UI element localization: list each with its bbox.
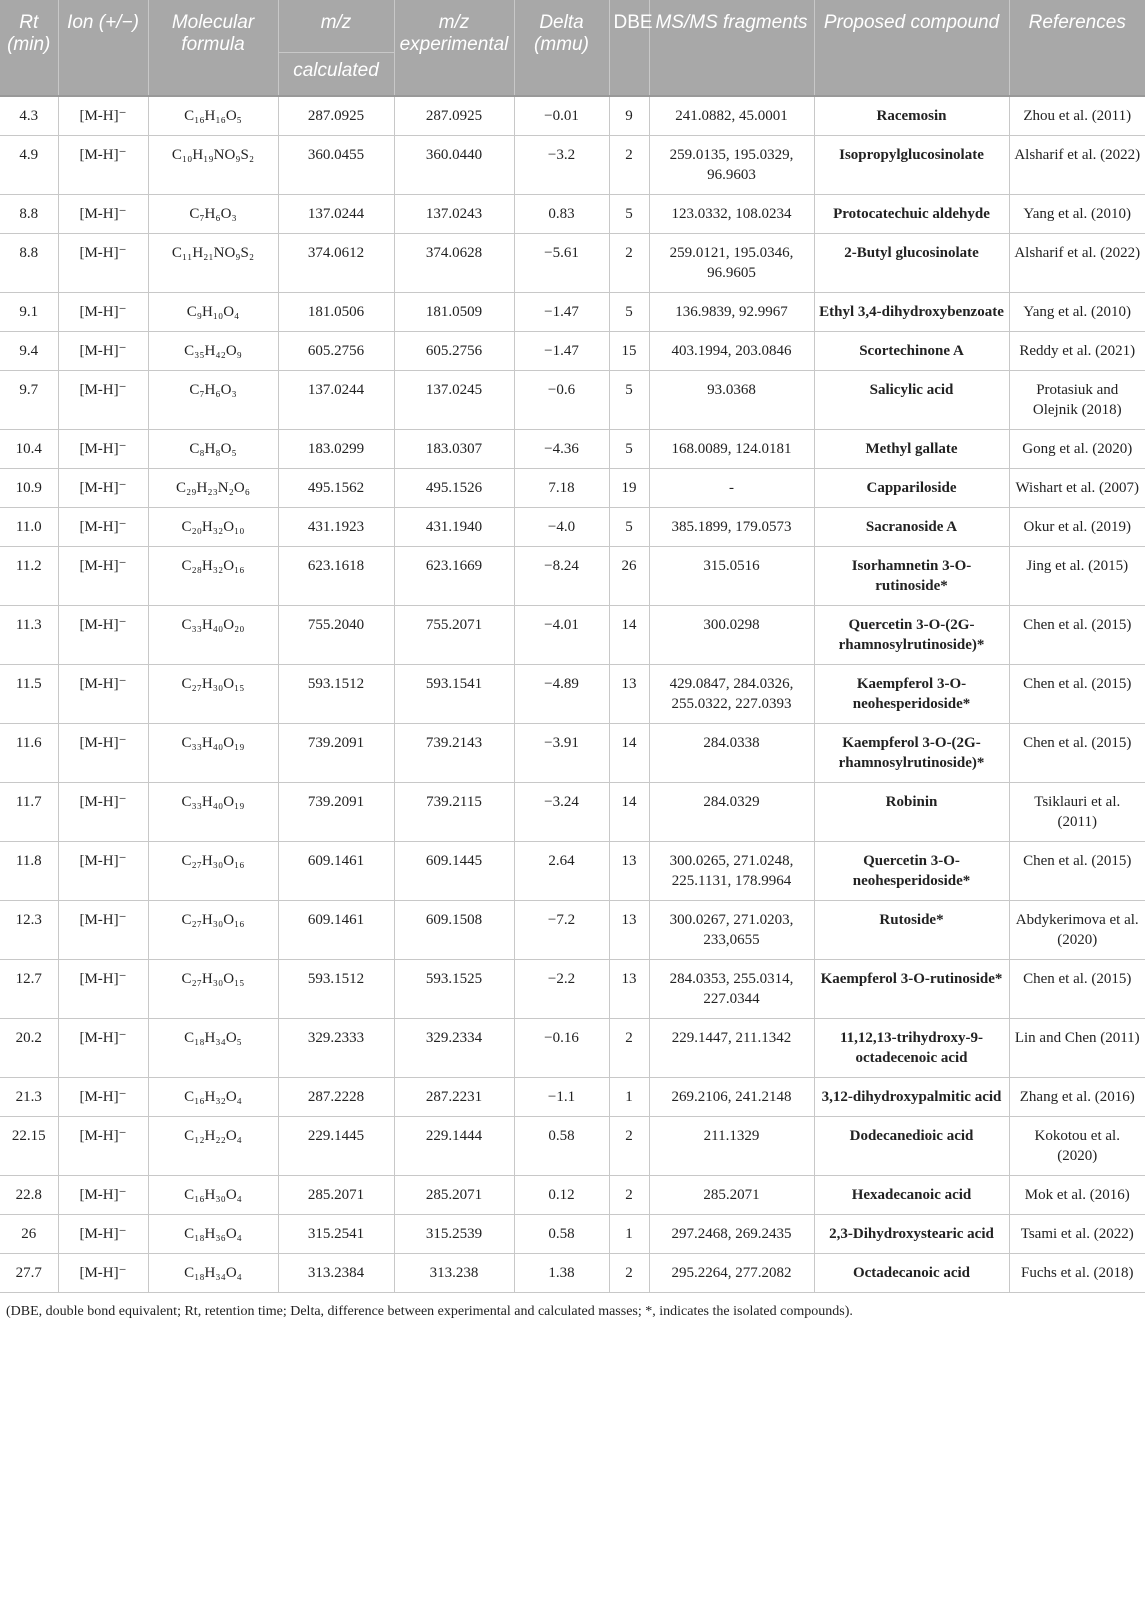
cell-mz-calculated: 739.2091 (278, 724, 394, 783)
cell-delta: −4.89 (514, 665, 609, 724)
table-row (0, 724, 1145, 783)
cell-formula: C₂₉H₂₃N₂O₆ (148, 469, 278, 508)
cell-proposed-compound: Kaempferol 3-O-neohesperidoside* (814, 665, 1009, 724)
cell-msms-fragments: 429.0847, 284.0326, 255.0322, 227.0393 (649, 665, 814, 724)
cell-formula: C₁₈H₃₄O₅ (148, 1019, 278, 1078)
cell-mz-calculated: 739.2091 (278, 783, 394, 842)
table-row (0, 508, 1145, 547)
cell-delta: −3.2 (514, 136, 609, 195)
cell-msms-fragments: 295.2264, 277.2082 (649, 1254, 814, 1293)
cell-proposed-compound: Cappariloside (814, 469, 1009, 508)
cell-ion: [M-H]⁻ (58, 1215, 148, 1254)
cell-ion: [M-H]⁻ (58, 1019, 148, 1078)
header-mz: m/z (278, 0, 394, 53)
cell-rt: 20.2 (0, 1019, 58, 1078)
cell-rt: 9.4 (0, 332, 58, 371)
header-mz-calculated: calculated (278, 53, 394, 97)
cell-formula: C₁₈H₃₄O₄ (148, 1254, 278, 1293)
table-row (0, 783, 1145, 842)
cell-delta: −1.47 (514, 332, 609, 371)
cell-delta: 0.58 (514, 1215, 609, 1254)
cell-rt: 26 (0, 1215, 58, 1254)
table-row (0, 371, 1145, 430)
cell-dbe: 13 (609, 842, 649, 901)
cell-mz-experimental: 285.2071 (394, 1176, 514, 1215)
cell-dbe: 5 (609, 195, 649, 234)
header-delta: Delta (mmu) (514, 0, 609, 96)
cell-formula: C₂₇H₃₀O₁₅ (148, 960, 278, 1019)
cell-msms-fragments: 259.0121, 195.0346, 96.9605 (649, 234, 814, 293)
cell-ion: [M-H]⁻ (58, 842, 148, 901)
cell-proposed-compound: Isorhamnetin 3-O-rutinoside* (814, 547, 1009, 606)
cell-dbe: 2 (609, 1254, 649, 1293)
cell-reference: Abdykerimova et al. (2020) (1009, 901, 1145, 960)
cell-reference: Zhang et al. (2016) (1009, 1078, 1145, 1117)
cell-dbe: 1 (609, 1215, 649, 1254)
cell-reference: Yang et al. (2010) (1009, 195, 1145, 234)
cell-delta: −8.24 (514, 547, 609, 606)
cell-dbe: 1 (609, 1078, 649, 1117)
cell-dbe: 14 (609, 783, 649, 842)
cell-formula: C₁₆H₃₂O₄ (148, 1078, 278, 1117)
table-row (0, 901, 1145, 960)
cell-ion: [M-H]⁻ (58, 430, 148, 469)
cell-delta: −3.24 (514, 783, 609, 842)
cell-rt: 10.4 (0, 430, 58, 469)
cell-formula: C₁₆H₃₀O₄ (148, 1176, 278, 1215)
header-formula: Molecular formula (148, 0, 278, 96)
table-row (0, 842, 1145, 901)
cell-rt: 9.7 (0, 371, 58, 430)
cell-reference: Fuchs et al. (2018) (1009, 1254, 1145, 1293)
table-row (0, 195, 1145, 234)
cell-mz-experimental: 287.0925 (394, 96, 514, 136)
cell-rt: 27.7 (0, 1254, 58, 1293)
cell-formula: C₂₀H₃₂O₁₀ (148, 508, 278, 547)
cell-mz-experimental: 183.0307 (394, 430, 514, 469)
cell-proposed-compound: Protocatechuic aldehyde (814, 195, 1009, 234)
cell-ion: [M-H]⁻ (58, 234, 148, 293)
cell-dbe: 5 (609, 508, 649, 547)
cell-formula: C₁₀H₁₉NO₉S₂ (148, 136, 278, 195)
cell-proposed-compound: Robinin (814, 783, 1009, 842)
cell-mz-calculated: 374.0612 (278, 234, 394, 293)
cell-delta: −4.0 (514, 508, 609, 547)
cell-rt: 11.8 (0, 842, 58, 901)
cell-proposed-compound: Racemosin (814, 96, 1009, 136)
cell-reference: Tsami et al. (2022) (1009, 1215, 1145, 1254)
cell-formula: C₃₃H₄₀O₁₉ (148, 724, 278, 783)
cell-formula: C₉H₁₀O₄ (148, 293, 278, 332)
cell-dbe: 14 (609, 724, 649, 783)
table-row (0, 96, 1145, 136)
table-row (0, 1254, 1145, 1293)
header-ion: Ion (+/−) (58, 0, 148, 96)
cell-ion: [M-H]⁻ (58, 547, 148, 606)
cell-dbe: 2 (609, 1117, 649, 1176)
cell-ion: [M-H]⁻ (58, 960, 148, 1019)
cell-delta: 0.58 (514, 1117, 609, 1176)
cell-mz-calculated: 181.0506 (278, 293, 394, 332)
cell-proposed-compound: 3,12-dihydroxypalmitic acid (814, 1078, 1009, 1117)
cell-dbe: 9 (609, 96, 649, 136)
cell-dbe: 5 (609, 430, 649, 469)
cell-mz-calculated: 593.1512 (278, 960, 394, 1019)
cell-mz-experimental: 431.1940 (394, 508, 514, 547)
cell-msms-fragments: 241.0882, 45.0001 (649, 96, 814, 136)
cell-mz-calculated: 431.1923 (278, 508, 394, 547)
cell-msms-fragments: 269.2106, 241.2148 (649, 1078, 814, 1117)
cell-ion: [M-H]⁻ (58, 371, 148, 430)
cell-msms-fragments: 285.2071 (649, 1176, 814, 1215)
table-row (0, 606, 1145, 665)
cell-ion: [M-H]⁻ (58, 606, 148, 665)
cell-msms-fragments: 284.0338 (649, 724, 814, 783)
cell-formula: C₁₂H₂₂O₄ (148, 1117, 278, 1176)
cell-delta: −5.61 (514, 234, 609, 293)
table-row (0, 136, 1145, 195)
cell-mz-experimental: 374.0628 (394, 234, 514, 293)
cell-delta: 0.12 (514, 1176, 609, 1215)
cell-proposed-compound: 11,12,13-trihydroxy-9-octadecenoic acid (814, 1019, 1009, 1078)
table-row (0, 960, 1145, 1019)
table-header (0, 0, 1145, 96)
cell-formula: C₂₇H₃₀O₁₆ (148, 842, 278, 901)
cell-mz-experimental: 181.0509 (394, 293, 514, 332)
cell-reference: Chen et al. (2015) (1009, 960, 1145, 1019)
cell-delta: −0.16 (514, 1019, 609, 1078)
cell-rt: 4.9 (0, 136, 58, 195)
cell-mz-calculated: 593.1512 (278, 665, 394, 724)
cell-msms-fragments: 297.2468, 269.2435 (649, 1215, 814, 1254)
cell-msms-fragments: 123.0332, 108.0234 (649, 195, 814, 234)
cell-proposed-compound: Isopropylglucosinolate (814, 136, 1009, 195)
cell-reference: Alsharif et al. (2022) (1009, 136, 1145, 195)
cell-delta: −0.6 (514, 371, 609, 430)
cell-proposed-compound: Hexadecanoic acid (814, 1176, 1009, 1215)
header-references: References (1009, 0, 1145, 96)
cell-reference: Chen et al. (2015) (1009, 724, 1145, 783)
cell-rt: 9.1 (0, 293, 58, 332)
header-dbe: DBE (609, 0, 649, 96)
cell-mz-experimental: 360.0440 (394, 136, 514, 195)
cell-mz-calculated: 495.1562 (278, 469, 394, 508)
cell-rt: 8.8 (0, 234, 58, 293)
cell-delta: −4.01 (514, 606, 609, 665)
cell-mz-calculated: 183.0299 (278, 430, 394, 469)
cell-rt: 4.3 (0, 96, 58, 136)
cell-msms-fragments: 300.0267, 271.0203, 233,0655 (649, 901, 814, 960)
cell-delta: −1.1 (514, 1078, 609, 1117)
cell-formula: C₃₃H₄₀O₁₉ (148, 783, 278, 842)
cell-mz-experimental: 739.2115 (394, 783, 514, 842)
cell-formula: C₇H₆O₃ (148, 371, 278, 430)
cell-mz-experimental: 609.1445 (394, 842, 514, 901)
cell-reference: Protasiuk and Olejnik (2018) (1009, 371, 1145, 430)
cell-formula: C₂₇H₃₀O₁₆ (148, 901, 278, 960)
cell-mz-calculated: 623.1618 (278, 547, 394, 606)
cell-formula: C₂₈H₃₂O₁₆ (148, 547, 278, 606)
cell-proposed-compound: Quercetin 3-O-neohesperidoside* (814, 842, 1009, 901)
cell-mz-experimental: 593.1541 (394, 665, 514, 724)
cell-mz-calculated: 609.1461 (278, 842, 394, 901)
cell-dbe: 26 (609, 547, 649, 606)
cell-formula: C₂₇H₃₀O₁₅ (148, 665, 278, 724)
cell-proposed-compound: 2-Butyl glucosinolate (814, 234, 1009, 293)
cell-proposed-compound: Methyl gallate (814, 430, 1009, 469)
header-rt: Rt (min) (0, 0, 58, 96)
cell-dbe: 2 (609, 1019, 649, 1078)
cell-ion: [M-H]⁻ (58, 293, 148, 332)
cell-delta: −0.01 (514, 96, 609, 136)
cell-dbe: 14 (609, 606, 649, 665)
cell-mz-experimental: 137.0243 (394, 195, 514, 234)
cell-reference: Yang et al. (2010) (1009, 293, 1145, 332)
cell-reference: Reddy et al. (2021) (1009, 332, 1145, 371)
cell-rt: 12.7 (0, 960, 58, 1019)
table-row (0, 1117, 1145, 1176)
header-mz-experimental: m/z experimental (394, 0, 514, 96)
cell-ion: [M-H]⁻ (58, 783, 148, 842)
cell-reference: Alsharif et al. (2022) (1009, 234, 1145, 293)
cell-rt: 11.5 (0, 665, 58, 724)
cell-rt: 10.9 (0, 469, 58, 508)
cell-dbe: 2 (609, 136, 649, 195)
cell-rt: 11.2 (0, 547, 58, 606)
cell-delta: −2.2 (514, 960, 609, 1019)
table-footnote: (DBE, double bond equivalent; Rt, retention time; Delta, difference between experimental and calculated masses; *, indicates the isolated compounds). (6, 1304, 853, 1319)
cell-mz-calculated: 137.0244 (278, 195, 394, 234)
table-row (0, 293, 1145, 332)
cell-delta: −7.2 (514, 901, 609, 960)
cell-mz-experimental: 229.1444 (394, 1117, 514, 1176)
cell-msms-fragments: 403.1994, 203.0846 (649, 332, 814, 371)
table-row (0, 1019, 1145, 1078)
cell-reference: Mok et al. (2016) (1009, 1176, 1145, 1215)
cell-mz-experimental: 739.2143 (394, 724, 514, 783)
cell-msms-fragments: 385.1899, 179.0573 (649, 508, 814, 547)
cell-reference: Zhou et al. (2011) (1009, 96, 1145, 136)
cell-ion: [M-H]⁻ (58, 508, 148, 547)
cell-ion: [M-H]⁻ (58, 1078, 148, 1117)
cell-ion: [M-H]⁻ (58, 1176, 148, 1215)
cell-rt: 22.15 (0, 1117, 58, 1176)
cell-mz-calculated: 287.2228 (278, 1078, 394, 1117)
cell-mz-calculated: 609.1461 (278, 901, 394, 960)
cell-mz-experimental: 609.1508 (394, 901, 514, 960)
cell-msms-fragments: 168.0089, 124.0181 (649, 430, 814, 469)
cell-mz-calculated: 755.2040 (278, 606, 394, 665)
table-row (0, 1215, 1145, 1254)
cell-rt: 11.6 (0, 724, 58, 783)
cell-mz-experimental: 593.1525 (394, 960, 514, 1019)
cell-mz-experimental: 315.2539 (394, 1215, 514, 1254)
cell-mz-calculated: 315.2541 (278, 1215, 394, 1254)
cell-msms-fragments: 93.0368 (649, 371, 814, 430)
table-row (0, 332, 1145, 371)
cell-dbe: 13 (609, 901, 649, 960)
cell-formula: C₈H₈O₅ (148, 430, 278, 469)
cell-dbe: 19 (609, 469, 649, 508)
cell-proposed-compound: Dodecanedioic acid (814, 1117, 1009, 1176)
cell-ion: [M-H]⁻ (58, 469, 148, 508)
cell-reference: Gong et al. (2020) (1009, 430, 1145, 469)
cell-reference: Lin and Chen (2011) (1009, 1019, 1145, 1078)
cell-ion: [M-H]⁻ (58, 724, 148, 783)
cell-mz-calculated: 287.0925 (278, 96, 394, 136)
table-row (0, 234, 1145, 293)
cell-reference: Jing et al. (2015) (1009, 547, 1145, 606)
cell-delta: −3.91 (514, 724, 609, 783)
cell-proposed-compound: Kaempferol 3-O-(2G-rhamnosylrutinoside)* (814, 724, 1009, 783)
cell-reference: Chen et al. (2015) (1009, 842, 1145, 901)
cell-rt: 11.3 (0, 606, 58, 665)
cell-mz-calculated: 329.2333 (278, 1019, 394, 1078)
cell-reference: Okur et al. (2019) (1009, 508, 1145, 547)
cell-msms-fragments: 315.0516 (649, 547, 814, 606)
cell-rt: 8.8 (0, 195, 58, 234)
cell-dbe: 2 (609, 234, 649, 293)
cell-ion: [M-H]⁻ (58, 901, 148, 960)
cell-dbe: 13 (609, 665, 649, 724)
cell-reference: Chen et al. (2015) (1009, 665, 1145, 724)
table-row (0, 1176, 1145, 1215)
cell-msms-fragments: 300.0298 (649, 606, 814, 665)
cell-rt: 12.3 (0, 901, 58, 960)
cell-mz-calculated: 137.0244 (278, 371, 394, 430)
cell-delta: −4.36 (514, 430, 609, 469)
cell-reference: Wishart et al. (2007) (1009, 469, 1145, 508)
cell-mz-calculated: 229.1445 (278, 1117, 394, 1176)
cell-proposed-compound: Scortechinone A (814, 332, 1009, 371)
cell-msms-fragments: 136.9839, 92.9967 (649, 293, 814, 332)
cell-msms-fragments: 300.0265, 271.0248, 225.1131, 178.9964 (649, 842, 814, 901)
header-compound: Proposed compound (814, 0, 1009, 96)
cell-mz-experimental: 495.1526 (394, 469, 514, 508)
cell-rt: 22.8 (0, 1176, 58, 1215)
cell-dbe: 2 (609, 1176, 649, 1215)
cell-dbe: 5 (609, 371, 649, 430)
cell-proposed-compound: Octadecanoic acid (814, 1254, 1009, 1293)
cell-ion: [M-H]⁻ (58, 665, 148, 724)
cell-reference: Chen et al. (2015) (1009, 606, 1145, 665)
cell-delta: 0.83 (514, 195, 609, 234)
cell-formula: C₁₈H₃₆O₄ (148, 1215, 278, 1254)
cell-delta: 7.18 (514, 469, 609, 508)
cell-delta: 2.64 (514, 842, 609, 901)
cell-mz-experimental: 287.2231 (394, 1078, 514, 1117)
cell-mz-calculated: 605.2756 (278, 332, 394, 371)
cell-formula: C₁₁H₂₁NO₉S₂ (148, 234, 278, 293)
cell-proposed-compound: Quercetin 3-O-(2G-rhamnosylrutinoside)* (814, 606, 1009, 665)
cell-msms-fragments: 229.1447, 211.1342 (649, 1019, 814, 1078)
cell-ion: [M-H]⁻ (58, 332, 148, 371)
table-row (0, 547, 1145, 606)
cell-dbe: 15 (609, 332, 649, 371)
cell-rt: 21.3 (0, 1078, 58, 1117)
cell-mz-experimental: 137.0245 (394, 371, 514, 430)
cell-msms-fragments: 211.1329 (649, 1117, 814, 1176)
cell-mz-experimental: 605.2756 (394, 332, 514, 371)
cell-reference: Tsiklauri et al. (2011) (1009, 783, 1145, 842)
cell-msms-fragments: 284.0329 (649, 783, 814, 842)
cell-proposed-compound: Rutoside* (814, 901, 1009, 960)
cell-ion: [M-H]⁻ (58, 1254, 148, 1293)
cell-proposed-compound: Ethyl 3,4-dihydroxybenzoate (814, 293, 1009, 332)
cell-ion: [M-H]⁻ (58, 136, 148, 195)
cell-ion: [M-H]⁻ (58, 195, 148, 234)
cell-formula: C₁₆H₁₆O₅ (148, 96, 278, 136)
cell-msms-fragments: - (649, 469, 814, 508)
table-row (0, 469, 1145, 508)
cell-reference: Kokotou et al. (2020) (1009, 1117, 1145, 1176)
table-row (0, 1078, 1145, 1117)
cell-formula: C₃₅H₄₂O₉ (148, 332, 278, 371)
cell-proposed-compound: 2,3-Dihydroxystearic acid (814, 1215, 1009, 1254)
cell-mz-experimental: 313.238 (394, 1254, 514, 1293)
cell-mz-calculated: 285.2071 (278, 1176, 394, 1215)
table-row (0, 665, 1145, 724)
cell-msms-fragments: 284.0353, 255.0314, 227.0344 (649, 960, 814, 1019)
table-row (0, 430, 1145, 469)
cell-mz-experimental: 623.1669 (394, 547, 514, 606)
cell-mz-experimental: 329.2334 (394, 1019, 514, 1078)
cell-formula: C₇H₆O₃ (148, 195, 278, 234)
cell-dbe: 5 (609, 293, 649, 332)
cell-mz-calculated: 360.0455 (278, 136, 394, 195)
cell-delta: −1.47 (514, 293, 609, 332)
cell-msms-fragments: 259.0135, 195.0329, 96.9603 (649, 136, 814, 195)
cell-delta: 1.38 (514, 1254, 609, 1293)
cell-mz-experimental: 755.2071 (394, 606, 514, 665)
cell-mz-calculated: 313.2384 (278, 1254, 394, 1293)
cell-proposed-compound: Kaempferol 3-O-rutinoside* (814, 960, 1009, 1019)
cell-rt: 11.0 (0, 508, 58, 547)
cell-ion: [M-H]⁻ (58, 96, 148, 136)
cell-ion: [M-H]⁻ (58, 1117, 148, 1176)
cell-formula: C₃₃H₄₀O₂₀ (148, 606, 278, 665)
header-msms: MS/MS fragments (649, 0, 814, 96)
table-body (0, 96, 1145, 1293)
cell-proposed-compound: Sacranoside A (814, 508, 1009, 547)
cell-proposed-compound: Salicylic acid (814, 371, 1009, 430)
cell-rt: 11.7 (0, 783, 58, 842)
cell-dbe: 13 (609, 960, 649, 1019)
